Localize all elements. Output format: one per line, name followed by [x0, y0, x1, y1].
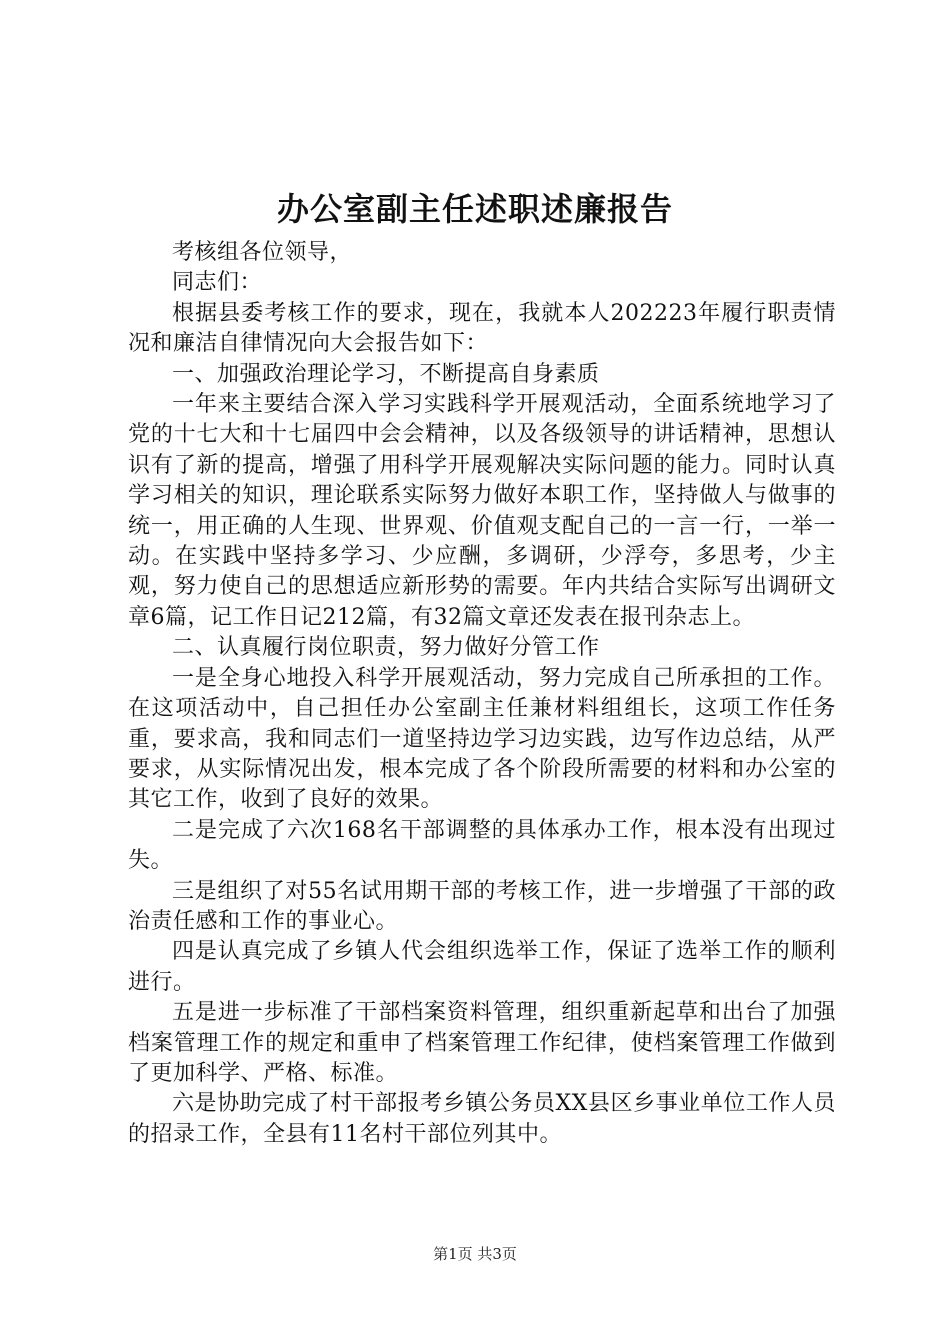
- salutation-leaders: 考核组各位领导，: [172, 240, 353, 265]
- document-title: 办公室副主任述职述廉报告: [276, 190, 673, 228]
- page-footer: 第1页 共3页: [433, 1245, 517, 1263]
- item-paragraph-2: 二是完成了六次168名干部调整的具体承办工作，根本没有出现过失。: [128, 817, 836, 874]
- item-paragraph-6: 六是协助完成了村干部报考乡镇公务员XX县区乡事业单位工作人员的招录工作，全县有11名村干部位列其中。: [128, 1091, 836, 1147]
- document-body: [128, 238, 836, 1150]
- intro-paragraph: 根据县委考核工作的要求，现在，我就本人202223年履行职责情况和廉洁自律情况向大会报告如下：: [128, 300, 836, 357]
- item-paragraph-3: 三是组织了对55名试用期干部的考核工作，进一步增强了干部的政治责任感和工作的事业心。: [128, 878, 836, 934]
- section-1-paragraph: 一年来主要结合深入学习实践科学开展观活动，全面系统地学习了党的十七大和十七届四中会会精神，以及各级领导的讲话精神，思想认识有了新的提高，增强了用科学开展观解决实际问题的能力。同时认真学习相关的知识，理论联系实际努力做好本职工作，坚持做人与做事的统一，用正确的人生现、世界观、价值观支配自己的一言一行，一举一动。在实践中坚持多学习、少应酬，多调研，少浮夸，多思考，少主观，努力使自己的思想适应新形势的需要。年内共结合实际写出调研文章6篇，记工作日记212篇，有32篇文章还发表在报刊杂志上。: [128, 392, 836, 630]
- section-heading-1: 一、加强政治理论学习，不断提高自身素质: [172, 361, 600, 387]
- item-paragraph-1: 一是全身心地投入科学开展观活动，努力完成自己所承担的工作。在这项活动中，自己担任办公室副主任兼材料组组长，这项工作任务重，要求高，我和同志们一道坚持边学习边实践，边写作边总结，从严要求，从实际情况出发，根本完成了各个阶段所需要的材料和办公室的其它工作，收到了良好的效果。: [128, 665, 836, 813]
- item-paragraph-5: 五是进一步标准了干部档案资料管理，组织重新起草和出台了加强档案管理工作的规定和重申了档案管理工作纪律，使档案管理工作做到了更加科学、严格、标准。: [128, 1000, 836, 1086]
- salutation-comrades: 同志们：: [172, 270, 263, 296]
- item-paragraph-4: 四是认真完成了乡镇人代会组织选举工作，保证了选举工作的顺利进行。: [128, 939, 836, 995]
- section-heading-2: 二、认真履行岗位职责，努力做好分管工作: [172, 635, 600, 661]
